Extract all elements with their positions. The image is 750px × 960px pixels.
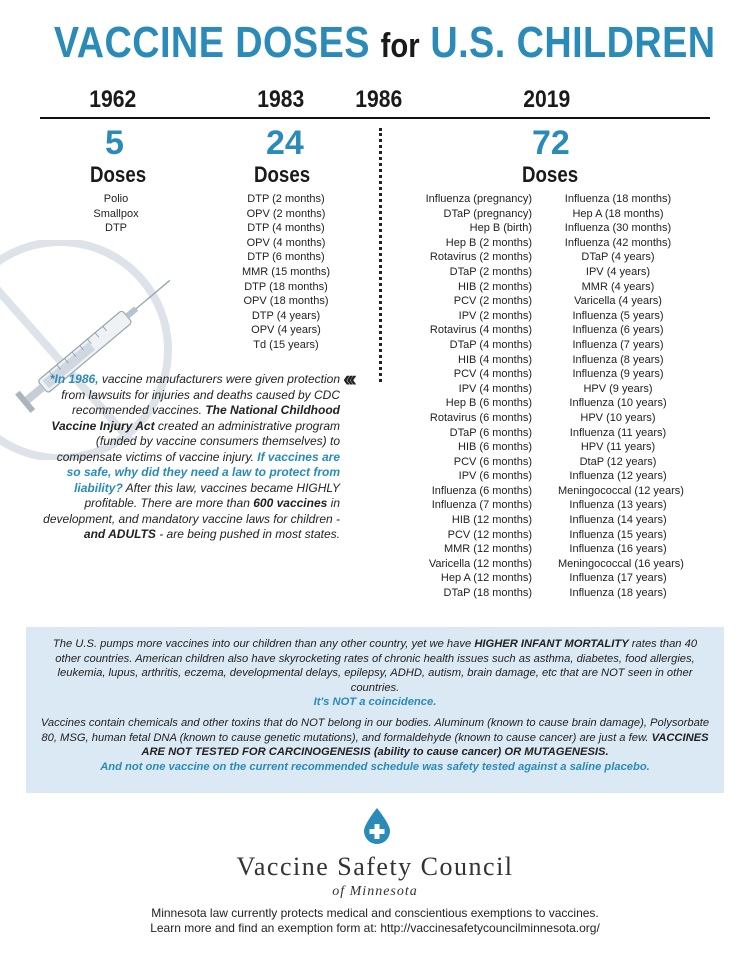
- list-item: OPV (18 months): [243, 295, 329, 308]
- panel-text: Vaccines contain chemicals and other toxins that do NOT belong in our bodies. Aluminum (known to cause brain damage), Polysorbate 80, MSG, human fetal DNA (known to cause genetic mutations), and formaldehyde (known to cause cancer) are just a few.: [40, 716, 710, 744]
- story-highlight-1986: *In 1986,: [49, 372, 99, 386]
- list-2019-right: [558, 192, 684, 601]
- timeline-dotted-1986: [379, 128, 382, 382]
- list-item: Influenza (15 years): [569, 528, 667, 541]
- list-item: Influenza (5 years): [572, 309, 664, 322]
- drop-cross-icon: [364, 808, 390, 844]
- list-item: Influenza (12 years): [569, 470, 667, 483]
- panel-bold-text: HIGHER INFANT MORTALITY: [474, 638, 629, 650]
- list-item: PCV (12 months): [447, 528, 532, 541]
- list-item: Rotavirus (6 months): [429, 411, 532, 424]
- list-item: DTP (4 months): [247, 222, 325, 235]
- year-1983: 1983: [257, 86, 305, 113]
- list-item: PCV (2 months): [453, 295, 532, 308]
- list-item: IPV (4 years): [585, 265, 651, 278]
- story-question: If vaccines are so safe, why did they need a law to protect from liability?: [66, 449, 340, 495]
- list-item: Influenza (6 months): [431, 484, 532, 497]
- list-item: Influenza (16 years): [569, 543, 667, 556]
- org-name: Vaccine Safety Council: [236, 852, 514, 881]
- story-text: After this law, vaccines became HIGHLY profitable. There are more than: [84, 480, 340, 510]
- list-item: DTaP (6 months): [449, 426, 532, 439]
- count-2019: 72: [532, 124, 570, 162]
- list-item: PCV (4 months): [453, 368, 532, 381]
- list-item: Influenza (18 months): [564, 193, 672, 205]
- list-item: DTaP (pregnancy): [443, 207, 532, 220]
- count-1983: 24: [266, 124, 304, 162]
- footer-text: [0, 906, 750, 936]
- list-item: Influenza (6 years): [572, 324, 664, 337]
- panel-text: The U.S. pumps more vaccines into our children than any other country, yet we have: [52, 638, 475, 650]
- panel-highlight: And not one vaccine on the current recommended schedule was safety tested against a saline placebo.: [100, 760, 650, 773]
- list-item: DTaP (4 years): [581, 251, 655, 264]
- list-item: OPV (4 years): [251, 324, 321, 337]
- list-item: DTP (18 months): [244, 280, 328, 293]
- list-item: Hep B (birth): [469, 222, 532, 235]
- list-item: DTP: [105, 222, 127, 235]
- list-item: DTP (2 months): [247, 193, 325, 205]
- doses-label-1962: Doses: [90, 162, 147, 187]
- year-2019: 2019: [523, 86, 571, 113]
- arrow-left-icon: ‹‹‹: [343, 366, 353, 391]
- story-text: vaccine manufacturers were given protection from lawsuits for injuries and deaths caused by CDC recommended vaccines.: [61, 372, 340, 417]
- list-item: MMR (15 months): [241, 265, 331, 278]
- list-item: HPV (11 years): [580, 441, 656, 454]
- story-text: created an administrative program (funded by vaccine consumers themselves) to compensate victims of vaccine injury.: [56, 418, 340, 464]
- list-item: DTaP (4 months): [449, 338, 532, 351]
- list-item: Polio: [103, 193, 129, 205]
- story-600-vaccines: 600 vaccines: [253, 496, 328, 510]
- list-item: MMR (12 months): [443, 543, 532, 556]
- org-subtitle: of Minnesota: [332, 884, 418, 899]
- list-item: OPV (2 months): [246, 207, 326, 220]
- list-item: Influenza (pregnancy): [425, 193, 532, 205]
- list-item: Influenza (11 years): [569, 426, 667, 439]
- list-item: HIB (12 months): [451, 514, 532, 527]
- list-item: Varicella (12 months): [428, 557, 532, 570]
- year-1986: 1986: [355, 86, 403, 113]
- story-adults: and ADULTS: [83, 527, 156, 541]
- list-item: Influenza (9 years): [572, 368, 664, 381]
- list-item: Smallpox: [93, 207, 139, 220]
- doses-label-2019: Doses: [522, 162, 579, 187]
- liability-story: [40, 372, 340, 543]
- list-item: DtaP (12 years): [579, 455, 657, 468]
- list-item: Influenza (42 months): [564, 236, 672, 249]
- list-item: Influenza (30 months): [564, 222, 672, 235]
- doses-label-1983: Doses: [254, 162, 311, 187]
- list-item: Influenza (10 years): [569, 397, 667, 410]
- list-item: Rotavirus (4 months): [429, 324, 532, 337]
- list-item: IPV (4 months): [458, 382, 532, 395]
- list-item: Hep A (12 months): [440, 572, 532, 585]
- list-item: Influenza (8 years): [572, 353, 664, 366]
- list-item: HIB (6 months): [458, 441, 532, 454]
- list-item: Td (15 years): [253, 338, 319, 351]
- list-item: IPV (6 months): [458, 470, 532, 483]
- list-item: MMR (4 years): [581, 280, 655, 293]
- info-panel: [26, 627, 724, 793]
- list-item: DTaP (18 months): [443, 587, 532, 600]
- panel-paragraph-1: [40, 637, 710, 710]
- list-item: Influenza (17 years): [569, 572, 667, 585]
- list-item: Rotavirus (2 months): [429, 251, 532, 264]
- story-act-name: The National Childhood Vaccine Injury Act: [51, 403, 340, 433]
- list-item: OPV (4 months): [246, 236, 326, 249]
- list-item: Hep B (6 months): [445, 397, 532, 410]
- list-item: Hep A (18 months): [572, 207, 664, 220]
- list-item: HIB (2 months): [458, 280, 532, 293]
- page-title: [0, 18, 750, 68]
- list-item: Hep B (2 months): [445, 236, 532, 249]
- list-item: Influenza (13 years): [569, 499, 667, 512]
- list-item: HPV (9 years): [583, 382, 653, 395]
- list-item: Influenza (14 years): [569, 514, 667, 527]
- list-1983: [236, 192, 336, 353]
- story-text: - are being pushed in most states.: [155, 527, 340, 541]
- title-part-3: U.S. CHILDREN: [430, 18, 716, 67]
- list-item: Influenza (7 years): [572, 338, 664, 351]
- panel-text: rates than 40 other countries. American children also have skyrocketing rates of chronic health issues such as asthma, diabetes, food allergies, leukemia, lupus, arthritis, eczema, developmental delays, epilepsy, ADHD, autism, brain damage, etc that are NOT seen in other countries.: [55, 638, 698, 694]
- list-item: DTP (6 months): [247, 251, 325, 264]
- list-item: DTaP (2 months): [449, 265, 532, 278]
- title-part-1: VACCINE DOSES: [53, 18, 370, 67]
- list-item: DTP (4 years): [251, 309, 321, 322]
- list-item: Influenza (18 years): [569, 587, 667, 600]
- year-1962: 1962: [89, 86, 137, 113]
- list-item: Influenza (7 months): [431, 499, 532, 512]
- footer-line-2: Learn more and find an exemption form at: http://vaccinesafetycouncilminnesota.org/: [150, 921, 600, 935]
- list-1962: [86, 192, 146, 236]
- title-part-2: for: [380, 27, 420, 65]
- panel-paragraph-2: [40, 716, 710, 774]
- list-item: Meningococcal (12 years): [558, 484, 684, 497]
- list-item: IPV (2 months): [458, 309, 532, 322]
- list-2019-left: [420, 192, 532, 601]
- list-item: HIB (4 months): [458, 353, 532, 366]
- story-text: in development, and mandatory vaccine laws for children -: [43, 496, 340, 526]
- panel-highlight: It's NOT a coincidence.: [313, 696, 437, 709]
- footer-line-1: Minnesota law currently protects medical and conscientious exemptions to vaccines.: [151, 906, 599, 920]
- timeline-line: [40, 117, 710, 119]
- list-item: HPV (10 years): [580, 411, 656, 424]
- list-item: Varicella (4 years): [574, 295, 662, 308]
- list-item: PCV (6 months): [453, 455, 532, 468]
- count-1962: 5: [105, 124, 124, 162]
- list-item: Meningococcal (16 years): [558, 557, 684, 570]
- panel-bold-text: VACCINES ARE NOT TESTED FOR CARCINOGENESIS (ability to cause cancer) OR MUTAGENESIS.: [141, 731, 709, 759]
